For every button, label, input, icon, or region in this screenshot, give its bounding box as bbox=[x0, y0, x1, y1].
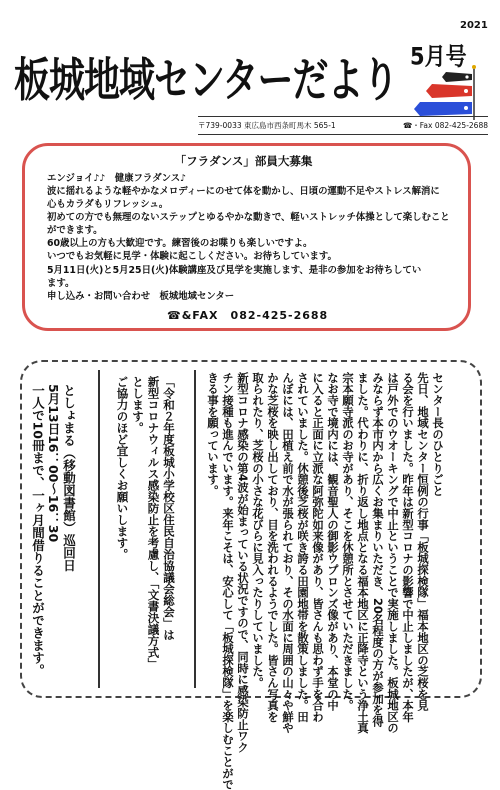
article-line: ました。代わりに、折り返し地点となる福本地区に正降寺という浄土真 bbox=[356, 372, 369, 734]
article-line: されていました。休憩後芝桜が咲き誇る田園地帯を散策しました。田 bbox=[296, 372, 309, 723]
recruit-line: 60歳以上の方も大歓迎です。練習後のお喋りも楽しいですよ。 bbox=[47, 238, 313, 249]
tel-fax: ☎・Fax 082-425-2688 bbox=[402, 121, 488, 130]
contact-tel: ☎&FAX 082-425-2688 bbox=[167, 309, 329, 322]
column-divider bbox=[194, 370, 196, 688]
article-line: んぼには、田植え前で水が張られており、その水面に周囲の山々や鮮や bbox=[281, 372, 294, 734]
recruit-line: エンジョイ♪♪ 健康フラダンス♪ bbox=[47, 173, 187, 184]
hula-recruit-box bbox=[22, 143, 471, 331]
general-meeting-notice bbox=[114, 376, 176, 676]
article-line: きる事を願っています。 bbox=[206, 372, 219, 497]
article-line: 宗本願寺派のお寺があり、そこを休憩所とさせていただきました。 bbox=[341, 372, 354, 711]
mobile-library-notice bbox=[30, 384, 77, 677]
article-line: かな芝桜を映し出しており、目を洗われるようでした。皆さん写真を bbox=[266, 372, 279, 723]
article-line: は戸外でのウオーキングで中止ということで実施しました。板城地区の bbox=[386, 372, 399, 734]
koinobori-icon bbox=[412, 64, 480, 120]
year-label: 2021 bbox=[460, 20, 488, 31]
article-line: なお寺で境内には、観音聖人の御影ウプロンズ像があり、本堂の中 bbox=[326, 372, 339, 711]
article-line: に入ると正面に立派な阿弥陀如来像があり、皆さんも思わず手を合わ bbox=[311, 372, 324, 723]
recruit-line: ができます。 bbox=[47, 225, 103, 236]
newsletter-title: 板城地域センターだより bbox=[14, 54, 398, 108]
library-line: 一人で10冊まで、一ヶ月間借りることができます。 bbox=[30, 384, 46, 677]
notice-line: ご協力のほど宜しくお願いします。 bbox=[115, 376, 130, 560]
article-line: みならず本市内から広くお集まりいただき、20名程度の方が参加を得 bbox=[371, 372, 384, 727]
recruit-line: 初めての方でも無理のないステップとゆるやかな動きで、軽いストレッチ体操として楽しむこと bbox=[47, 212, 450, 223]
article-line: る会を行いました。昨年は新型コロナの影響で中止しましたが、本年 bbox=[401, 372, 414, 723]
month-label: 5月号 bbox=[410, 42, 467, 71]
library-line: 5月13日16：00〜16：30 bbox=[46, 384, 61, 543]
recruit-line: いつでもお気軽に見学・体験に起こしください。お待ちしています。 bbox=[47, 251, 337, 262]
center-director-column bbox=[205, 372, 445, 790]
postal-address: 〒739-0033 東広島市西条町馬木 565-1 bbox=[198, 121, 336, 130]
contact-label: 申し込み・お問い合わせ 板城地域センター bbox=[47, 291, 235, 302]
address-bar bbox=[198, 116, 488, 135]
recruit-line: 5月11日(火)と5月25日(火)体験講座及び見学を実施します、是非の参加をお待ちしてい bbox=[47, 265, 422, 276]
recruit-line: ます。 bbox=[47, 278, 75, 289]
article-line: 先日、地域センター恒例の行事「板城探検隊」福本地区の芝桜を見 bbox=[416, 372, 429, 711]
recruit-line: 心もカラダもリフレッシュ。 bbox=[47, 199, 169, 210]
article-line: 取られたり、芝桜の小さな花びらに見入ったりしていました。 bbox=[251, 372, 264, 689]
article-line: 新型コロナ感染の第4波が始まっている状況ですので、同時に感染防止ワク bbox=[236, 372, 249, 753]
notice-line: とします。 bbox=[131, 376, 145, 434]
article-line: チン接種も進んでいます。来年こそは、安心して「板城探検隊」を楽しむことがで bbox=[221, 372, 234, 790]
notice-line: 新型コロナウィルス感染防止を考慮し、「文書決議方式」 bbox=[146, 376, 161, 670]
recruit-title: 「フラダンス」部員大募集 bbox=[174, 154, 313, 168]
notice-line: 「令和２年度板城小学校区住民自治協議会総会」は bbox=[162, 376, 176, 641]
recruit-line: 波に揺れるような軽やかなメロディーにのせて体を動かし、日頃の運動不足やストレス解消に bbox=[47, 186, 440, 197]
article-line: センター長のひとりごと bbox=[431, 372, 444, 497]
column-divider bbox=[98, 370, 100, 688]
library-line: としょまる（移動図書館）巡回日 bbox=[61, 384, 77, 572]
